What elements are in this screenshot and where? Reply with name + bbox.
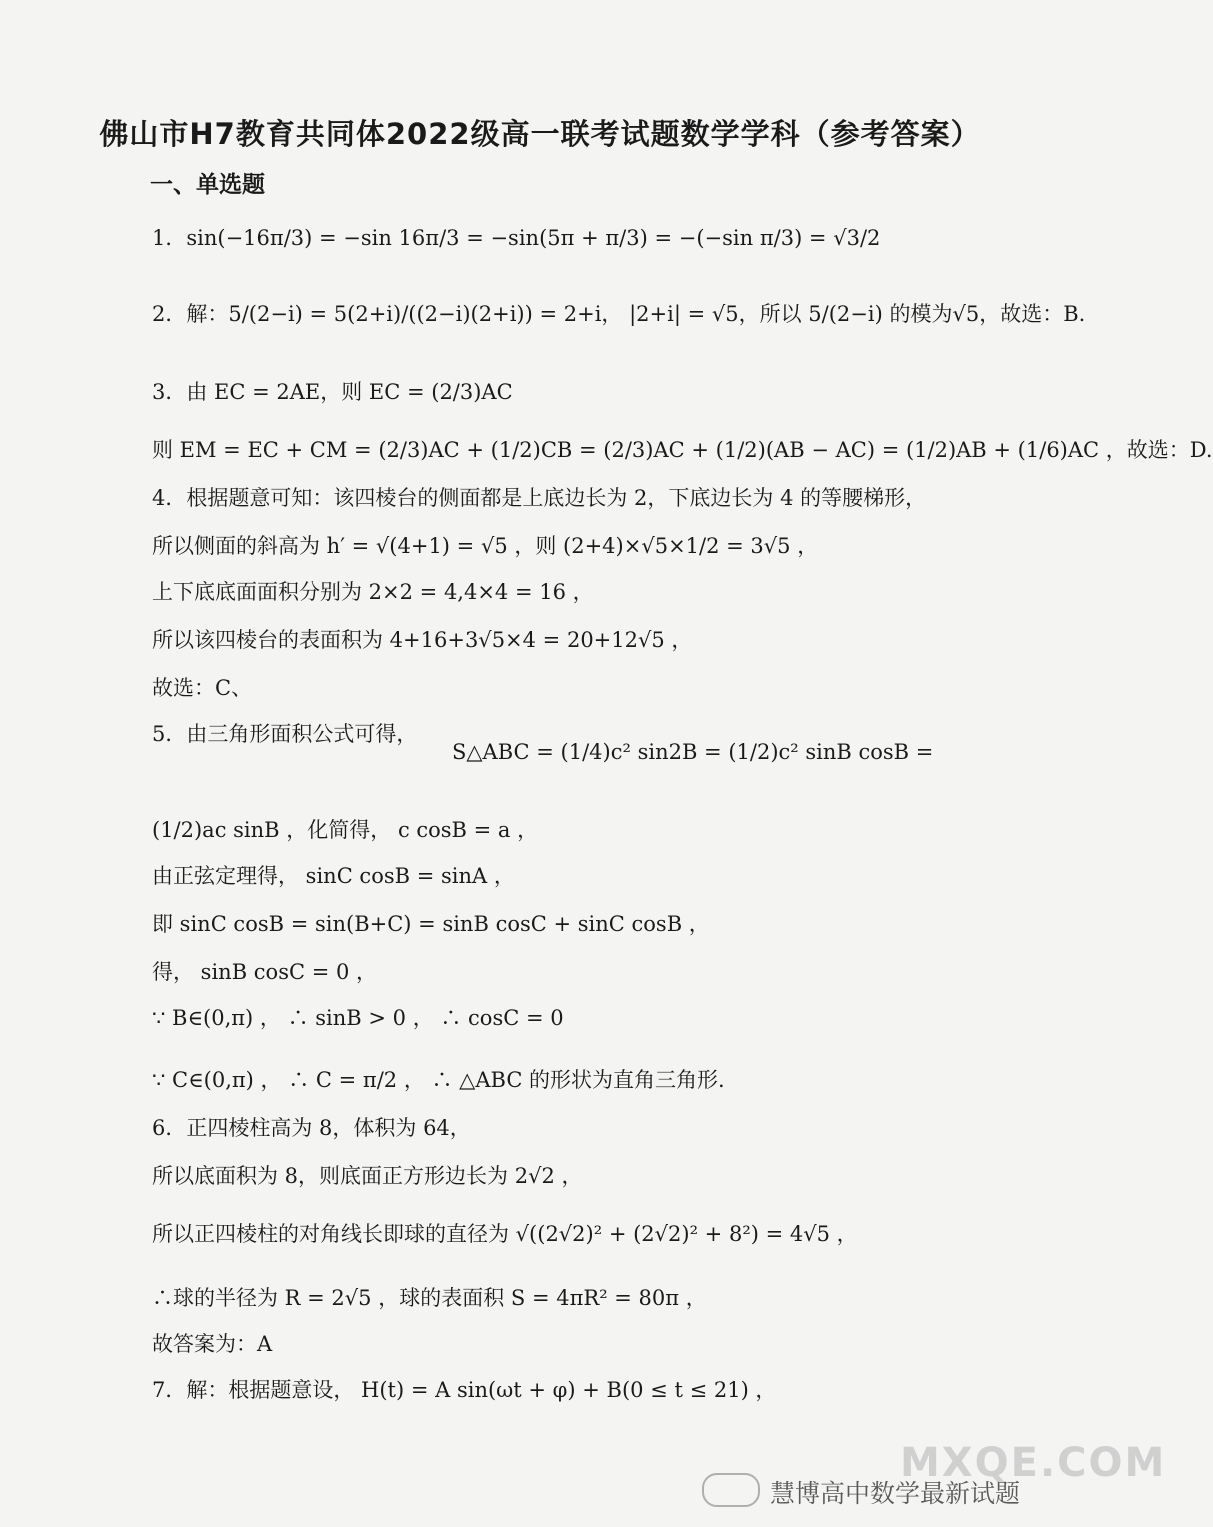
watermark-logo: MXQE.COM	[900, 1440, 1167, 1486]
answer-line: 所以该四棱台的表面积为 4+16+3√5×4 = 20+12√5 ，	[152, 628, 693, 652]
answer-line: 由正弦定理得， sinC cosB = sinA ，	[152, 864, 515, 888]
answer-line: 5．由三角形面积公式可得，	[152, 722, 418, 746]
answer-line: 7．解：根据题意设， H(t) = A sin(ωt + φ) + B(0 ≤ t ≤ 21) ，	[152, 1378, 777, 1402]
page-title: 佛山市H7教育共同体2022级高一联考试题数学学科（参考答案）	[99, 117, 981, 151]
answer-line: ∵ B∈(0,π) ， ∴ sinB > 0 ， ∴ cosC = 0	[152, 1006, 564, 1030]
answer-line: 得， sinB cosC = 0 ，	[152, 960, 378, 984]
answer-line: 3．由 EC = 2AE，则 EC = (2/3)AC	[152, 380, 513, 404]
answer-line: ∵ C∈(0,π) ， ∴ C = π/2 ， ∴ △ABC 的形状为直角三角形.	[152, 1068, 725, 1092]
answer-line: 所以底面积为 8，则底面正方形边长为 2√2 ，	[152, 1164, 583, 1188]
answer-line: 则 EM = EC + CM = (2/3)AC + (1/2)CB = (2/3)AC + (1/2)(AB − AC) = (1/2)AB + (1/6)AC ，故选：D.	[152, 438, 1213, 462]
answer-line: ∴球的半径为 R = 2√5 ，球的表面积 S = 4πR² = 80π ，	[152, 1286, 707, 1310]
answer-line: 故答案为：A	[152, 1332, 273, 1356]
answer-line: 所以侧面的斜高为 h′ = √(4+1) = √5 ，则 (2+4)×√5×1/2 = 3√5 ，	[152, 534, 819, 558]
answer-line: 上下底底面面积分别为 2×2 = 4,4×4 = 16 ，	[152, 580, 594, 604]
answer-line: S△ABC = (1/4)c² sin2B = (1/2)c² sinB cosB =	[452, 740, 934, 764]
wechat-icon	[702, 1473, 760, 1507]
answer-line: 即 sinC cosB = sin(B+C) = sinB cosC + sinC cosB ，	[152, 912, 710, 936]
answer-line: 2．解：5/(2−i) = 5(2+i)/((2−i)(2+i)) = 2+i， |2+i| = √5，所以 5/(2−i) 的模为√5，故选：B.	[152, 302, 1086, 326]
answer-line: 1．sin(−16π/3) = −sin 16π/3 = −sin(5π + π/3) = −(−sin π/3) = √3/2	[152, 226, 881, 250]
watermark-text: 慧博高中数学最新试题	[770, 1479, 1021, 1508]
answer-line: 6．正四棱柱高为 8，体积为 64，	[152, 1116, 471, 1140]
answer-line: (1/2)ac sinB ，化简得， c cosB = a ，	[152, 818, 539, 842]
answer-line: 所以正四棱柱的对角线长即球的直径为 √((2√2)² + (2√2)² + 8²) = 4√5 ，	[152, 1222, 858, 1246]
answer-line: 故选：C、	[152, 676, 253, 700]
section-heading: 一、单选题	[150, 172, 265, 198]
answer-line: 4．根据题意可知：该四棱台的侧面都是上底边长为 2，下底边长为 4 的等腰梯形，	[152, 486, 927, 510]
